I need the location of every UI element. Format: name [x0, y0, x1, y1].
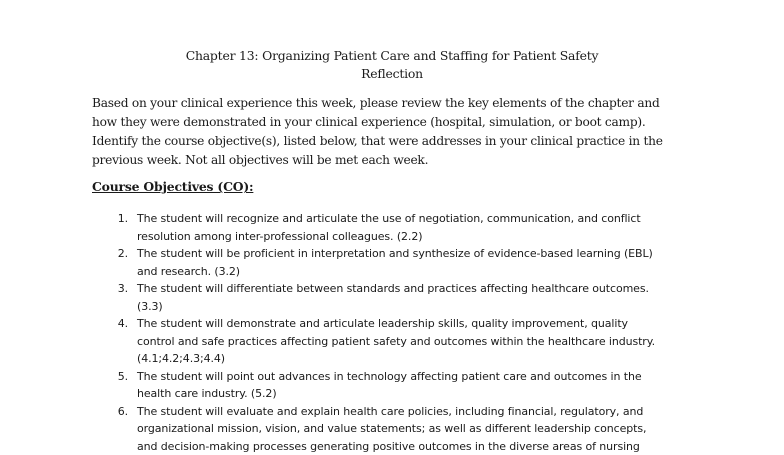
objective-line: The student will differentiate between standards and practices affecting healthcare outcomes.	[137, 280, 712, 298]
objective-item	[112, 315, 712, 368]
intro-line: how they were demonstrated in your clinical experience (hospital, simulation, or boot camp).	[92, 113, 702, 132]
objectives-list	[112, 210, 712, 455]
objective-line: organizational mission, vision, and value statements; as well as different leadership concepts,	[137, 420, 712, 438]
objective-number: 1.	[112, 210, 128, 228]
objective-item	[112, 210, 712, 245]
objective-line: (4.1;4.2;4.3;4.4)	[137, 350, 712, 368]
objective-number: 4.	[112, 315, 128, 333]
objective-line: The student will point out advances in technology affecting patient care and outcomes in the	[137, 368, 712, 386]
intro-line: previous week. Not all objectives will be met each week.	[92, 151, 702, 170]
objective-item	[112, 245, 712, 280]
objective-line: and research. (3.2)	[137, 263, 712, 281]
objective-number: 5.	[112, 368, 128, 386]
objective-line: The student will demonstrate and articulate leadership skills, quality improvement, quality	[137, 315, 712, 333]
objective-item	[112, 368, 712, 403]
chapter-title: Chapter 13: Organizing Patient Care and Staffing for Patient Safety	[0, 48, 784, 63]
objective-line: The student will recognize and articulate the use of negotiation, communication, and conflict	[137, 210, 712, 228]
objective-item	[112, 403, 712, 455]
objective-line: The student will evaluate and explain health care policies, including financial, regulatory, and	[137, 403, 712, 421]
objective-line: resolution among inter-professional colleagues. (2.2)	[137, 228, 712, 246]
objective-item	[112, 280, 712, 315]
intro-line: Based on your clinical experience this week, please review the key elements of the chapter and	[92, 94, 702, 113]
objective-number: 3.	[112, 280, 128, 298]
intro-line: Identify the course objective(s), listed below, that were addresses in your clinical practice in the	[92, 132, 702, 151]
objective-line: and decision-making processes generating positive outcomes in the diverse areas of nursing	[137, 438, 712, 455]
chapter-subtitle: Reflection	[0, 66, 784, 81]
objective-number: 2.	[112, 245, 128, 263]
objective-line: health care industry. (5.2)	[137, 385, 712, 403]
objective-line: The student will be proficient in interpretation and synthesize of evidence-based learning (EBL)	[137, 245, 712, 263]
objective-number: 6.	[112, 403, 128, 421]
objectives-heading: Course Objectives (CO):	[92, 179, 253, 194]
objective-line: control and safe practices affecting patient safety and outcomes within the healthcare industry.	[137, 333, 712, 351]
intro-paragraph	[92, 94, 702, 170]
objective-line: (3.3)	[137, 298, 712, 316]
